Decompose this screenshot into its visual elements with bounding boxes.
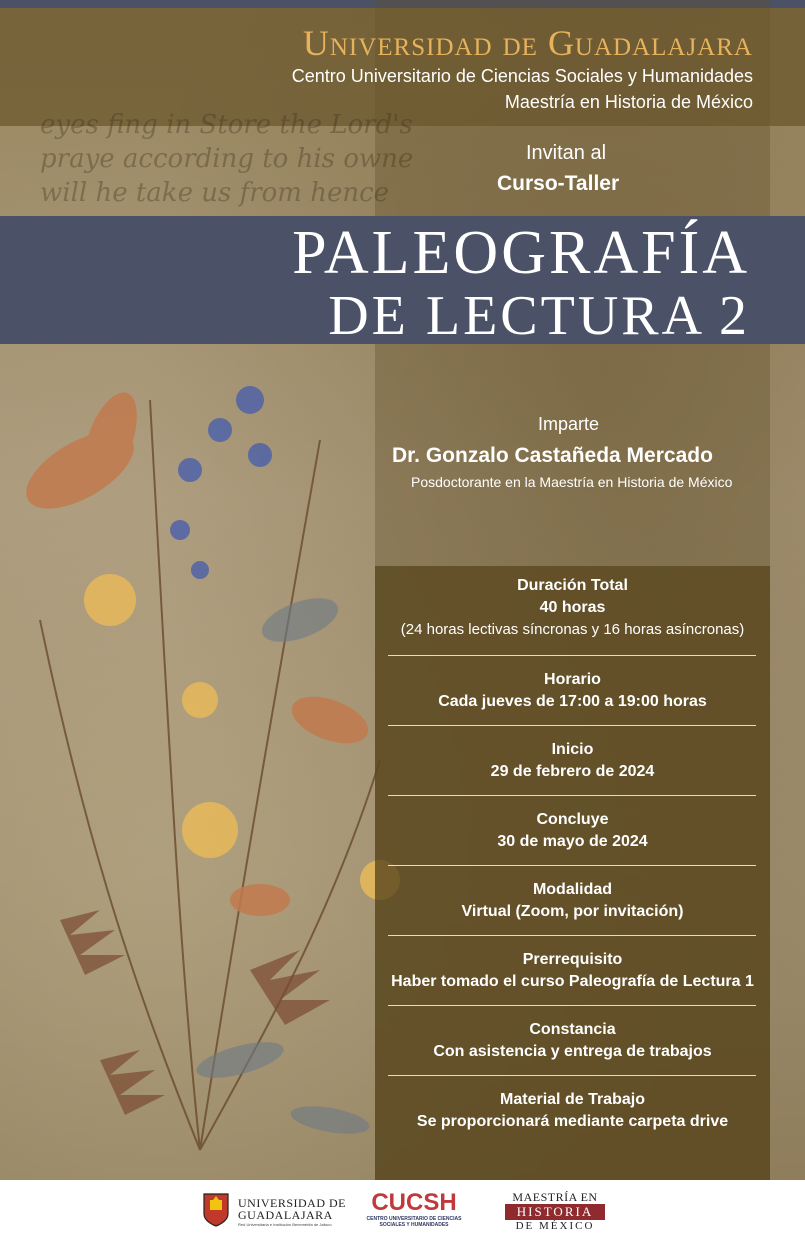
detail-extra: (24 horas lectivas síncronas y 16 horas asíncronas) <box>400 621 745 638</box>
detail-prerequisite <box>375 949 770 993</box>
detail-modality <box>375 879 770 923</box>
detail-schedule <box>375 669 770 713</box>
detail-label: Horario <box>544 671 601 688</box>
details-panel <box>375 566 770 1180</box>
detail-label: Material de Trabajo <box>500 1091 645 1108</box>
invite-text: Invitan al <box>526 142 607 164</box>
detail-label: Constancia <box>529 1021 616 1038</box>
detail-value: Virtual (Zoom, por invitación) <box>461 903 684 920</box>
course-title-line2: DE LECTURA 2 <box>328 285 750 347</box>
udg-name-line2: GUADALAJARA <box>238 1208 333 1222</box>
divider <box>388 935 756 936</box>
event-type: Curso-Taller <box>497 172 620 195</box>
university-title: Universidad de Guadalajara <box>302 23 753 63</box>
divider <box>388 795 756 796</box>
mhm-logo <box>505 1190 605 1233</box>
instructor-role: Posdoctorante en la Maestría en Historia de México <box>411 474 733 490</box>
detail-start <box>375 739 770 783</box>
detail-value: Cada jueves de 17:00 a 19:00 horas <box>438 693 707 710</box>
course-title-line1: PALEOGRAFÍA <box>292 219 750 287</box>
cucsh-acronym: CUCSH <box>371 1189 457 1216</box>
mhm-line3: DE MÉXICO <box>515 1220 595 1232</box>
center-name: Centro Universitario de Ciencias Sociales y Humanidades <box>291 66 753 86</box>
cucsh-logo <box>362 1190 466 1228</box>
pressed-flowers-illustration <box>0 360 420 1180</box>
program-name: Maestría en Historia de México <box>504 92 753 112</box>
detail-duration <box>375 575 770 641</box>
instructor-label: Imparte <box>538 414 600 434</box>
cucsh-subtitle: CENTRO UNIVERSITARIO DE CIENCIAS SOCIALES Y HUMANIDADES <box>366 1216 462 1228</box>
detail-value: Con asistencia y entrega de trabajos <box>433 1043 712 1060</box>
mhm-line2: HISTORIA <box>505 1204 605 1220</box>
udg-name-line1: UNIVERSIDAD DE <box>238 1196 346 1210</box>
detail-value: 40 horas <box>539 599 606 616</box>
detail-end <box>375 809 770 853</box>
detail-label: Inicio <box>551 741 594 758</box>
old-manuscript-texture: eyes fing in Store the Lord's praye according to his owne will he take us from hence <box>40 110 414 208</box>
detail-value: Se proporcionará mediante carpeta drive <box>416 1113 729 1130</box>
mhm-line1: MAESTRÍA EN <box>512 1190 598 1204</box>
divider <box>388 1005 756 1006</box>
udg-seal-icon <box>202 1192 230 1228</box>
divider <box>388 865 756 866</box>
detail-label: Prerrequisito <box>522 951 623 968</box>
divider <box>388 655 756 656</box>
detail-value: Haber tomado el curso Paleografía de Lectura 1 <box>391 973 754 990</box>
udg-tagline: Red Universitaria e Institución Benemérita de Jalisco <box>238 1222 332 1227</box>
detail-certificate <box>375 1019 770 1063</box>
detail-materials <box>375 1089 770 1133</box>
instructor-name: Dr. Gonzalo Castañeda Mercado <box>392 444 713 467</box>
detail-label: Concluye <box>536 811 609 828</box>
detail-label: Modalidad <box>532 881 613 898</box>
divider <box>388 1075 756 1076</box>
detail-value: 30 de mayo de 2024 <box>497 833 648 850</box>
detail-label: Duración Total <box>517 577 628 594</box>
detail-value: 29 de febrero de 2024 <box>490 763 655 780</box>
divider <box>388 725 756 726</box>
